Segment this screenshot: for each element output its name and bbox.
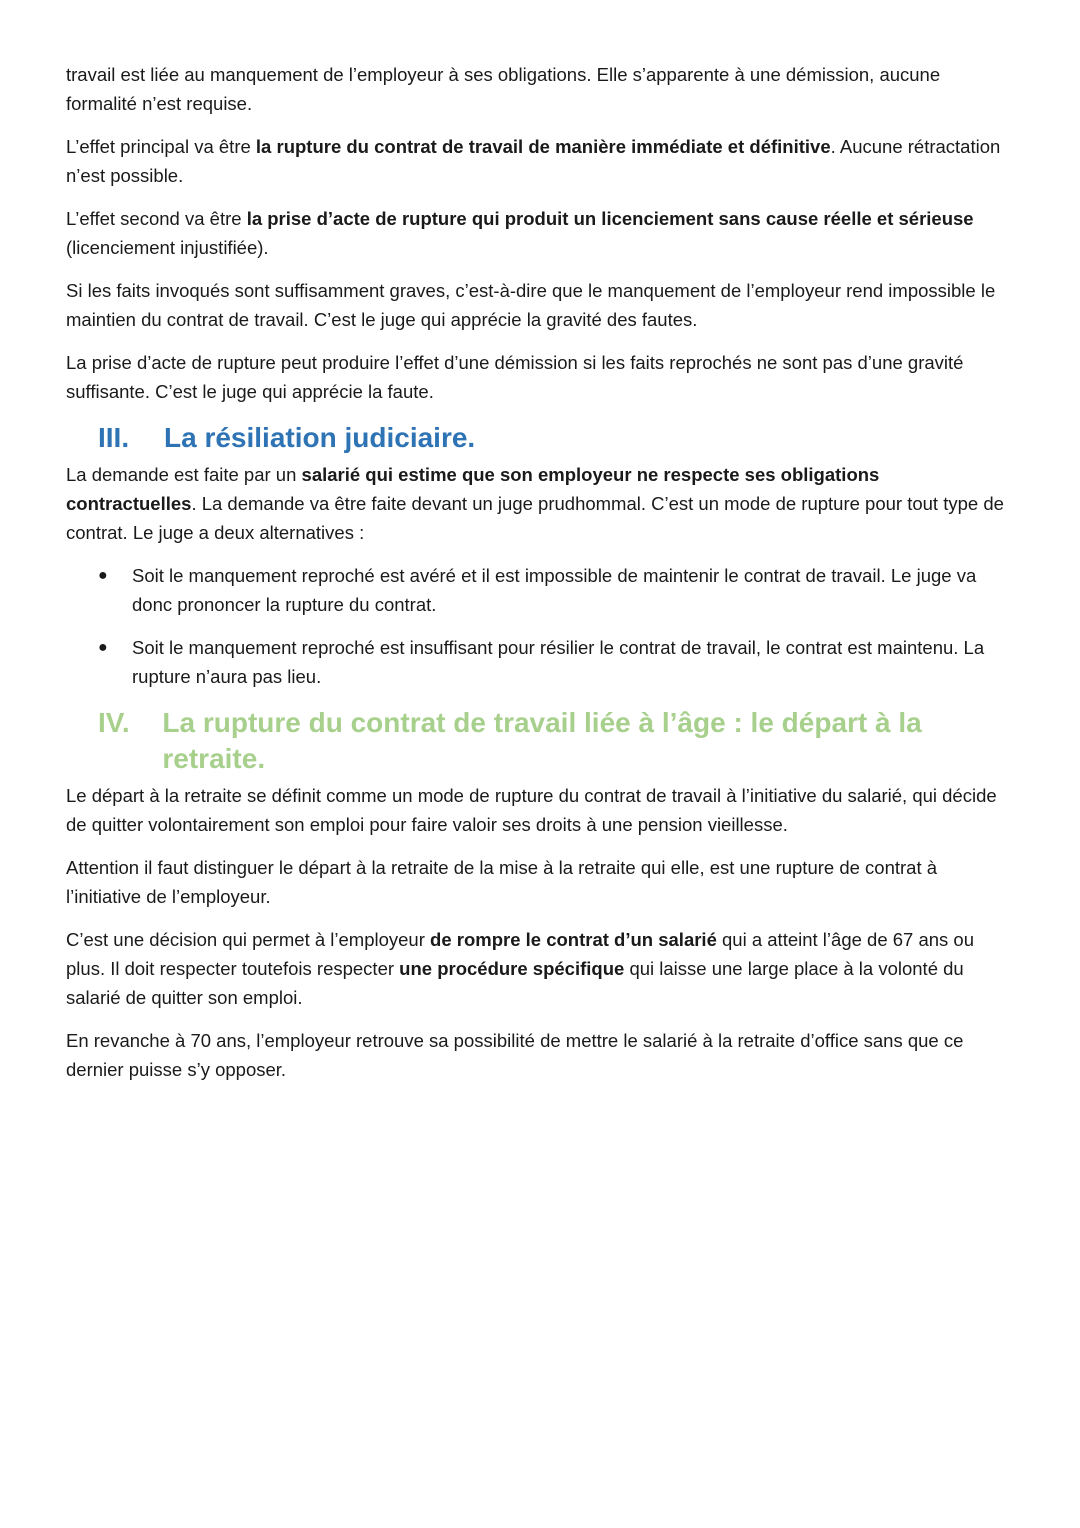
list-item — [66, 633, 1011, 691]
bold-text: la rupture du contrat de travail de manière immédiate et définitive — [255, 136, 831, 157]
heading-number: III. — [98, 422, 130, 453]
text: qui laisse une large place à la volonté du salarié de quitter son emploi. — [66, 958, 964, 1008]
text: travail est liée au manquement de l’employeur à ses obligations. Elle s’apparente à une démission, aucune formalité n’est requise. — [66, 64, 941, 114]
heading-number: IV. — [98, 707, 130, 738]
alternatives-list — [66, 561, 1011, 691]
document-page — [66, 60, 1011, 1098]
bullet-icon: ● — [98, 567, 108, 584]
text: (licenciement injustifiée). — [66, 237, 269, 258]
heading-title: La résiliation judiciaire. — [164, 422, 476, 453]
text: La prise d’acte de rupture peut produire l’effet d’une démission si les faits reprochés ne sont pas d’une gravité suffisante. C’est le juge qui apprécie la faute. — [66, 352, 964, 402]
bold-text: une procédure spécifique — [399, 958, 625, 979]
text: qui a atteint l’âge de 67 ans ou plus. Il doit respecter toutefois respecter — [66, 929, 975, 979]
paragraph-attention — [66, 853, 1011, 911]
paragraph-decision-employeur — [66, 925, 1011, 1012]
heading-title: La rupture du contrat de travail liée à l’âge : le départ à la retraite. — [162, 707, 922, 774]
text: . Aucune rétractation n’est possible. — [66, 136, 1001, 186]
paragraph-faits-graves — [66, 276, 1011, 334]
bold-text: de rompre le contrat d’un salarié — [430, 929, 717, 950]
text: Le départ à la retraite se définit comme un mode de rupture du contrat de travail à l’initiative du salarié, qui décide de quitter volontairement son emploi pour faire valoir ses droits à une pension vieillesse. — [66, 785, 997, 835]
list-item-text: Soit le manquement reproché est avéré et il est impossible de maintenir le contrat de travail. Le juge va donc prononcer la rupture du contrat. — [132, 565, 977, 615]
paragraph-effet-principal — [66, 132, 1011, 190]
paragraph-70-ans — [66, 1026, 1011, 1084]
text: Attention il faut distinguer le départ à la retraite de la mise à la retraite qui elle, est une rupture de contrat à l’initiative de l’employeur. — [66, 857, 938, 907]
bold-text: salarié qui estime que son employeur ne respecte ses obligations contractuelles — [66, 464, 880, 514]
text: L’effet principal va être — [66, 136, 256, 157]
paragraph-depart-retraite — [66, 781, 1011, 839]
text: En revanche à 70 ans, l’employeur retrouve sa possibilité de mettre le salarié à la retraite d’office sans que ce dernier puisse s’y opposer. — [66, 1030, 964, 1080]
text: C’est une décision qui permet à l’employeur — [66, 929, 431, 950]
text: La demande est faite par un — [66, 464, 302, 485]
list-item — [66, 561, 1011, 619]
text: Si les faits invoqués sont suffisamment graves, c’est-à-dire que le manquement de l’employeur rend impossible le maintien du contrat de travail. C’est le juge qui apprécie la gravité des fautes. — [66, 280, 996, 330]
paragraph-effet-demission — [66, 348, 1011, 406]
paragraph-prise-acte-intro — [66, 60, 1011, 118]
bold-text: la prise d’acte de rupture qui produit un licenciement sans cause réelle et sérieuse — [246, 208, 974, 229]
text: L’effet second va être — [66, 208, 247, 229]
section-heading-retraite — [66, 705, 1011, 777]
list-item-text: Soit le manquement reproché est insuffisant pour résilier le contrat de travail, le contrat est maintenu. La rupture n’aura pas lieu. — [132, 637, 985, 687]
paragraph-effet-second — [66, 204, 1011, 262]
text: . La demande va être faite devant un juge prudhommal. C’est un mode de rupture pour tout type de contrat. Le juge a deux alternatives : — [66, 493, 1004, 543]
bullet-icon: ● — [98, 639, 108, 656]
section-heading-resiliation — [66, 420, 1011, 456]
paragraph-demande-resiliation — [66, 460, 1011, 547]
